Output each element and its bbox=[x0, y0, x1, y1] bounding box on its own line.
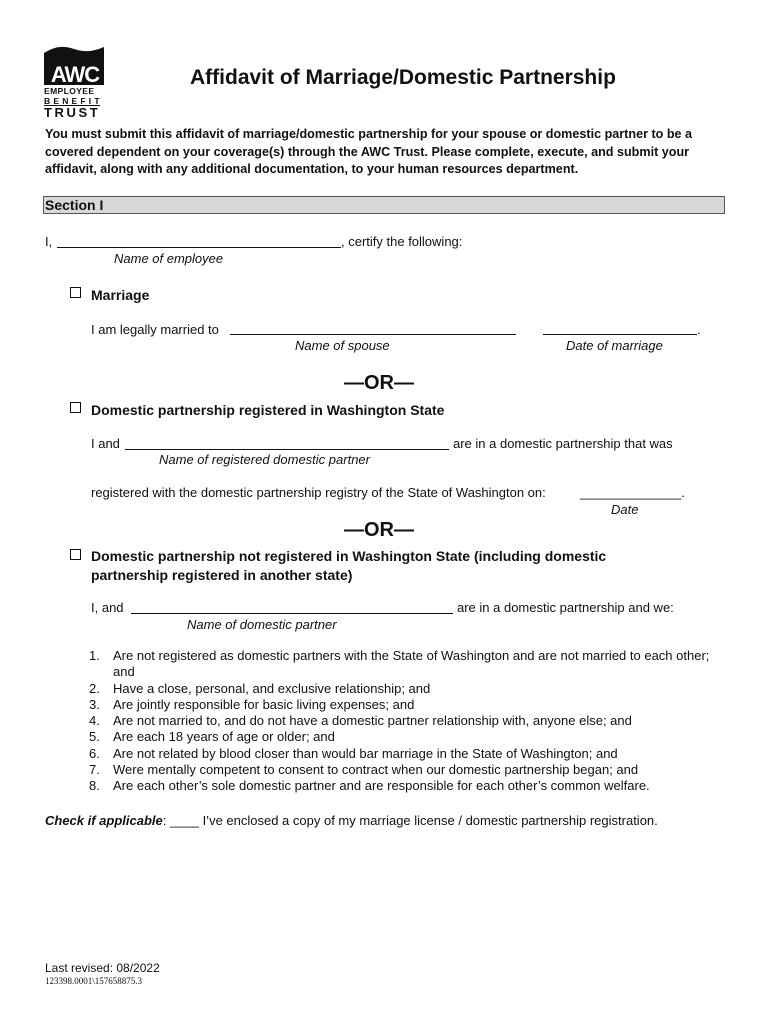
or-divider: —OR— bbox=[344, 372, 414, 394]
list-item-number: 4. bbox=[89, 713, 100, 729]
list-item-number: 1. bbox=[89, 648, 100, 663]
not-registered-suffix: are in a domestic partnership and we: bbox=[457, 600, 674, 615]
marriage-date-caption: Date of marriage bbox=[566, 338, 663, 353]
logo-benefit: BENEFIT bbox=[44, 96, 103, 106]
certify-prefix: I, bbox=[45, 234, 53, 249]
logo-awc-text: AWC bbox=[50, 62, 100, 87]
logo-employee: EMPLOYEE bbox=[44, 86, 95, 96]
list-item-number: 3. bbox=[89, 696, 100, 712]
marriage-period: . bbox=[697, 322, 701, 337]
list-item-text: Are each other’s sole domestic partner and are responsible for each other’s common welfare. bbox=[113, 778, 650, 794]
spouse-name-field[interactable] bbox=[230, 334, 516, 335]
registered-partner-caption: Name of registered domestic partner bbox=[159, 452, 370, 467]
not-registered-label-line1: Domestic partnership not registered in Washington State (including domestic bbox=[91, 548, 607, 564]
logo-trust: TRUST bbox=[44, 105, 101, 120]
check-applicable-row bbox=[45, 813, 658, 828]
list-item bbox=[89, 713, 729, 729]
list-item-number: 2. bbox=[89, 680, 100, 696]
list-item bbox=[89, 762, 729, 778]
certify-suffix: , certify the following: bbox=[341, 234, 463, 249]
or-divider: —OR— bbox=[344, 519, 414, 541]
marriage-date-field[interactable] bbox=[543, 334, 697, 335]
list-item bbox=[89, 681, 729, 697]
domestic-partner-caption: Name of domestic partner bbox=[187, 617, 337, 632]
spouse-name-caption: Name of spouse bbox=[295, 338, 390, 353]
list-item-number: 7. bbox=[89, 762, 100, 778]
marriage-text: I am legally married to bbox=[91, 322, 219, 337]
registered-partner-field[interactable] bbox=[125, 449, 449, 450]
marriage-checkbox[interactable] bbox=[70, 287, 81, 298]
list-item-text: Are not married to, and do not have a domestic partner relationship with, anyone else; and bbox=[113, 713, 632, 729]
list-item bbox=[89, 729, 729, 745]
list-item-number: 5. bbox=[89, 729, 100, 745]
intro-paragraph: You must submit this affidavit of marriage/domestic partnership for your spouse or domestic partner to be a covered dependent on your coverage(s) through the AWC Trust. Please complete, execute, and submit your affidavit, along with any additional documentation, to your human resources department. bbox=[45, 127, 693, 176]
page-title: Affidavit of Marriage/Domestic Partnership bbox=[190, 66, 616, 89]
list-item-text: Are each 18 years of age or older; and bbox=[113, 729, 335, 745]
document-id: 123398.0001\157658875.3 bbox=[45, 976, 143, 986]
list-item-number: 6. bbox=[89, 745, 100, 761]
check-colon: : bbox=[162, 813, 167, 828]
list-item-text: Have a close, personal, and exclusive relationship; and bbox=[113, 680, 431, 696]
list-item bbox=[89, 648, 729, 681]
not-registered-dp-checkbox[interactable] bbox=[70, 549, 81, 560]
list-item-text: Are jointly responsible for basic living expenses; and bbox=[113, 696, 415, 712]
registered-prefix: I and bbox=[91, 436, 120, 451]
check-applicable-label: Check if applicable bbox=[45, 813, 163, 828]
list-item-text: Are not registered as domestic partners with the State of Washington and are not married to each other; and bbox=[113, 648, 710, 680]
registry-text: registered with the domestic partnership registry of the State of Washington on: bbox=[91, 485, 546, 500]
registered-dp-checkbox[interactable] bbox=[70, 402, 81, 413]
awc-logo bbox=[44, 45, 106, 120]
registry-date-field[interactable]: ______________. bbox=[580, 485, 685, 500]
list-item-text: Are not related by blood closer than would bar marriage in the State of Washington; and bbox=[113, 745, 618, 761]
employee-name-caption: Name of employee bbox=[114, 251, 224, 266]
registered-suffix: are in a domestic partnership that was bbox=[453, 436, 673, 451]
check-blank-field[interactable]: ____ bbox=[170, 813, 199, 828]
section-header bbox=[43, 196, 725, 214]
check-applicable-text: I’ve enclosed a copy of my marriage license / domestic partnership registration. bbox=[202, 813, 658, 828]
last-revised: Last revised: 08/2022 bbox=[45, 961, 160, 975]
list-item-text: Were mentally competent to consent to contract when our domestic partnership began; and bbox=[113, 762, 639, 778]
employee-name-field[interactable] bbox=[57, 247, 341, 248]
domestic-partner-field[interactable] bbox=[131, 613, 453, 614]
section-label: Section I bbox=[45, 197, 104, 213]
conditions-list bbox=[89, 648, 729, 795]
list-item-number: 8. bbox=[89, 778, 100, 794]
list-item bbox=[89, 746, 729, 762]
registry-date-caption: Date bbox=[611, 502, 639, 517]
registered-dp-label: Domestic partnership registered in Washington State bbox=[91, 402, 445, 418]
marriage-label: Marriage bbox=[91, 287, 150, 303]
not-registered-label-line2: partnership registered in another state) bbox=[91, 567, 353, 583]
not-registered-prefix: I, and bbox=[91, 600, 124, 615]
list-item bbox=[89, 697, 729, 713]
list-item bbox=[89, 778, 729, 794]
